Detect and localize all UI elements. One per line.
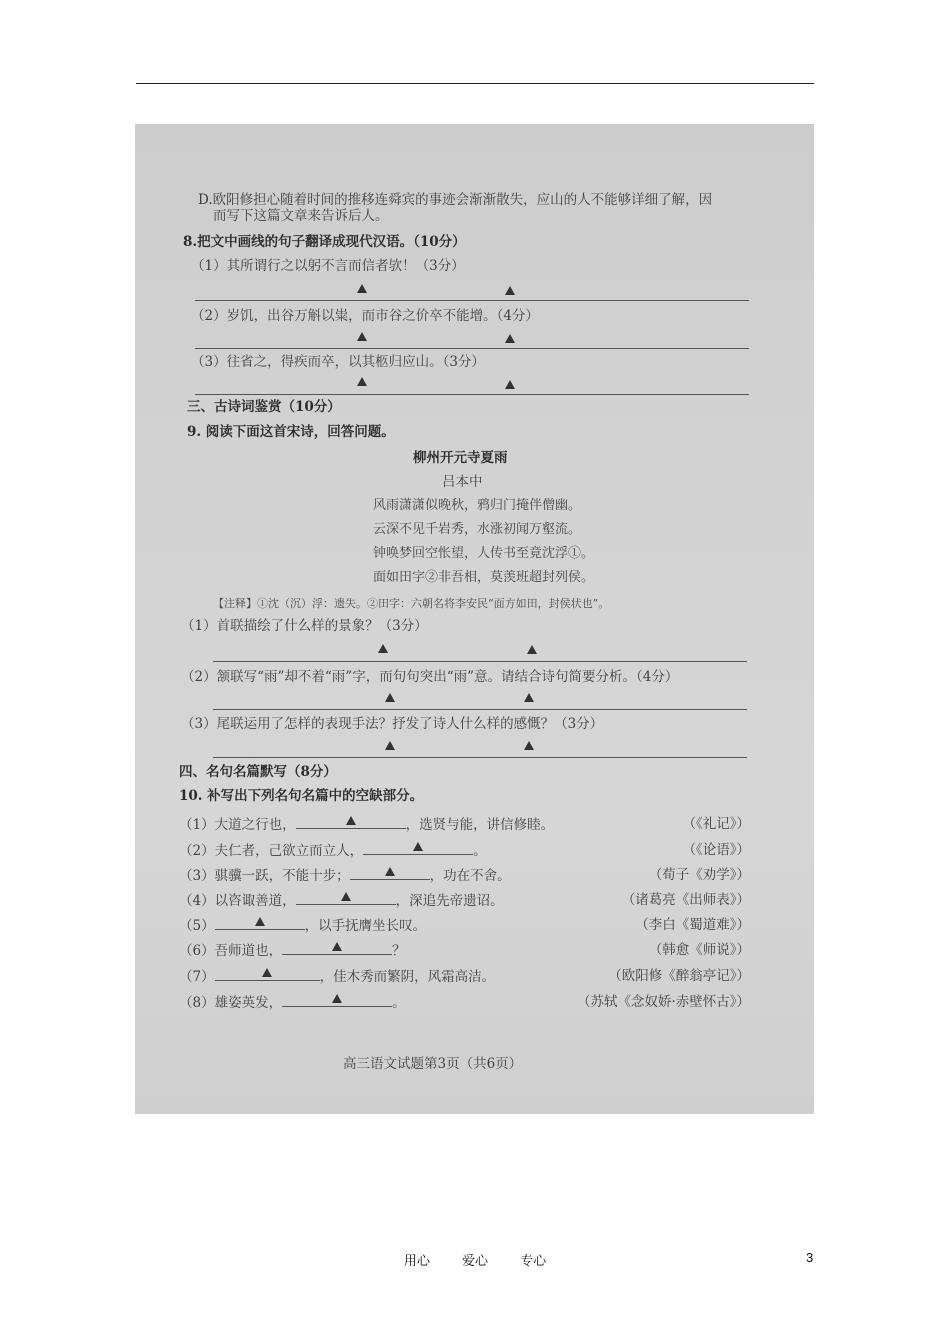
answer-line <box>195 394 749 395</box>
fill-prefix: （7） <box>179 969 215 985</box>
fill-item-4 <box>179 890 504 909</box>
answer-line <box>213 661 747 662</box>
section-3-title: 三、古诗词鉴赏（10分） <box>187 399 341 415</box>
answer-marker <box>378 644 388 653</box>
fill-prefix: （5） <box>179 918 215 934</box>
answer-marker <box>255 917 265 926</box>
fill-item-1 <box>179 814 554 833</box>
answer-line <box>195 300 749 301</box>
question-8-1: （1）其所谓行之以躬不言而信者欤！（3分） <box>191 258 465 274</box>
poem-line-3: 钟唤梦回空怅望，人传书至竟沈浮①。 <box>373 546 595 561</box>
answer-marker <box>524 693 534 702</box>
fill-source-8: （苏轼《念奴娇·赤壁怀古》） <box>576 994 750 1010</box>
question-9-1: （1）首联描绘了什么样的景象？（3分） <box>181 618 428 634</box>
answer-marker <box>332 994 342 1003</box>
answer-marker <box>332 942 342 951</box>
answer-marker <box>346 816 356 825</box>
fill-item-8 <box>179 992 406 1011</box>
fill-prefix: （2）夫仁者，己欲立而立人， <box>179 843 364 859</box>
question-9-3: （3）尾联运用了怎样的表现手法？抒发了诗人什么样的感慨？（3分） <box>181 716 604 732</box>
fill-item-2 <box>179 840 487 859</box>
fill-source-7: （欧阳修《醉翁亭记》） <box>608 968 750 984</box>
poem-author: 吕本中 <box>442 474 483 490</box>
answer-line <box>195 348 749 349</box>
poem-line-1: 风雨潇潇似晚秋，鸦归门掩伴僧幽。 <box>373 498 582 513</box>
scanned-exam-page <box>135 124 814 1114</box>
fill-item-3 <box>179 865 511 884</box>
fill-source-1: （《礼记》） <box>682 816 750 832</box>
option-d-continued: 而写下这篇文章来告诉后人。 <box>213 208 389 224</box>
poem-note: 【注释】①沈（沉）浮：遗失。②田字：六朝名将李安民“面方如田，封侯状也”。 <box>213 597 610 610</box>
fill-blank <box>215 915 305 930</box>
answer-line <box>213 709 747 710</box>
answer-marker <box>505 286 515 295</box>
fill-source-2: （《论语》） <box>682 842 750 858</box>
fill-suffix: ，以手抚膺坐长叹。 <box>304 918 427 934</box>
scan-page-footer: 高三语文试题第3页（共6页） <box>343 1056 523 1072</box>
answer-marker <box>527 645 537 654</box>
section-4-title: 四、名句名篇默写（8分） <box>179 764 337 780</box>
answer-marker <box>505 334 515 343</box>
question-10-title: 10. 补写出下列名句名篇中的空缺部分。 <box>179 788 424 804</box>
footer-word-2: 爱心 <box>461 1254 488 1269</box>
answer-marker <box>413 842 423 851</box>
question-8-3: （3）往省之，得疾而卒，以其柩归应山。（3分） <box>191 354 485 370</box>
fill-source-3: （荀子《劝学》） <box>648 867 750 883</box>
fill-suffix: 。 <box>473 843 487 859</box>
answer-line <box>213 757 747 758</box>
answer-marker <box>262 968 272 977</box>
answer-marker <box>357 377 367 386</box>
answer-marker <box>357 332 367 341</box>
header-rule <box>136 83 814 84</box>
question-9-title: 9. 阅读下面这首宋诗，回答问题。 <box>187 424 395 440</box>
poem-line-2: 云深不见千岩秀，水涨初闻万壑流。 <box>373 522 582 537</box>
answer-marker <box>385 867 395 876</box>
footer-word-1: 用心 <box>403 1254 430 1269</box>
fill-blank <box>282 992 392 1007</box>
fill-item-7 <box>179 966 495 985</box>
fill-blank <box>282 940 392 955</box>
answer-marker <box>524 741 534 750</box>
fill-suffix: ，佳木秀而繁阴，风霜高洁。 <box>319 969 496 985</box>
fill-source-6: （韩愈《师说》） <box>648 942 750 958</box>
question-8-2: （2）岁饥，出谷万斛以粜，而市谷之价卒不能增。（4分） <box>191 308 539 324</box>
fill-source-5: （李白《蜀道难》） <box>635 917 750 933</box>
question-9-2: （2）颔联写“雨”却不着“雨”字，而句句突出“雨”意。请结合诗句简要分析。（4分） <box>181 669 679 685</box>
poem-title: 柳州开元寺夏雨 <box>413 450 508 466</box>
fill-suffix: ，功在不舍。 <box>429 868 511 884</box>
fill-blank <box>363 840 473 855</box>
answer-marker <box>385 693 395 702</box>
page-number: 3 <box>806 1250 814 1265</box>
footer-word-3: 专心 <box>520 1254 547 1269</box>
fill-blank <box>296 890 396 905</box>
answer-marker <box>505 380 515 389</box>
fill-item-5 <box>179 915 426 934</box>
poem-line-4: 面如田字②非吾相，莫羡班超封列侯。 <box>373 570 595 585</box>
fill-suffix: 。 <box>392 995 406 1011</box>
option-d: D.欧阳修担心随着时间的推移连舜宾的事迹会渐渐散失，应山的人不能够详细了解，因 <box>198 192 713 208</box>
fill-prefix: （1）大道之行也， <box>179 817 296 833</box>
fill-source-4: （诸葛亮《出师表》） <box>621 892 750 908</box>
fill-suffix: ？ <box>392 943 406 959</box>
fill-suffix: ，深追先帝遗诏。 <box>395 893 504 909</box>
answer-marker <box>341 892 351 901</box>
fill-prefix: （8）雄姿英发， <box>179 995 283 1011</box>
fill-item-6 <box>179 940 406 959</box>
fill-blank <box>350 865 430 880</box>
question-8-title: 8.把文中画线的句子翻译成现代汉语。（10分） <box>183 234 466 250</box>
fill-blank <box>296 814 406 829</box>
fill-prefix: （6）吾师道也， <box>179 943 283 959</box>
fill-prefix: （3）骐骥一跃，不能十步； <box>179 868 350 884</box>
answer-marker <box>357 284 367 293</box>
answer-marker <box>385 741 395 750</box>
fill-blank <box>215 966 320 981</box>
fill-prefix: （4）以咨诹善道， <box>179 893 296 909</box>
fill-suffix: ，选贤与能，讲信修睦。 <box>405 817 555 833</box>
